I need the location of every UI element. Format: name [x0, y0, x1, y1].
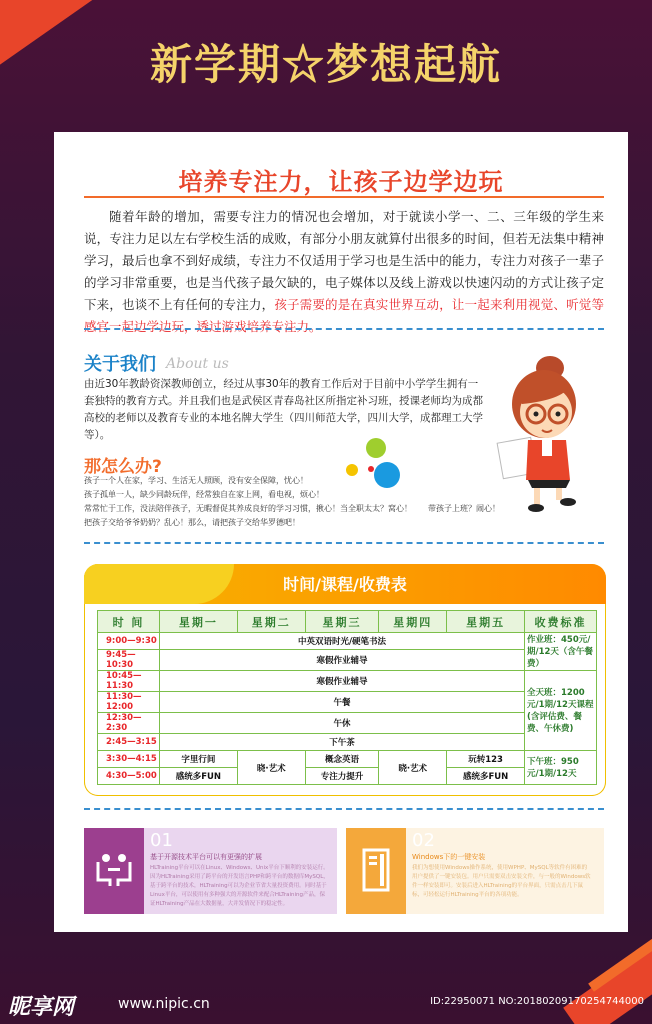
feature-box-2: [346, 828, 604, 914]
course-cell: 午休: [160, 713, 525, 734]
time-cell: 11:30—12:00: [98, 692, 160, 713]
time-cell: 2:45—3:15: [98, 734, 160, 751]
time-cell: 9:45—10:30: [98, 650, 160, 671]
fee-cell: 作业班：450元/期/12天（含午餐费）: [525, 633, 597, 671]
about-subtitle: About us: [166, 356, 229, 372]
schedule-body: [84, 604, 606, 796]
table-row: [98, 692, 597, 713]
schedule-header: [84, 564, 606, 604]
course-cell: 晓·艺术: [237, 751, 305, 785]
girl-illustration: [492, 356, 602, 516]
what-text: [84, 474, 554, 530]
meeting-icon: [84, 828, 144, 914]
box-subtitle: Windows下的一键安装: [412, 853, 486, 861]
table-row: [98, 751, 597, 768]
watermark-url: www.nipic.cn: [118, 996, 210, 1012]
what-line: 常常忙于工作，没法陪伴孩子，无暇督促其养成良好的学习习惯，揪心！当全职太太？窝心！ 带孩子上班？闹心！: [84, 504, 500, 513]
column-header: 星期二: [237, 611, 305, 633]
headline: 新学期☆梦想起航: [149, 40, 502, 89]
intro-paragraph: [84, 206, 604, 338]
what-line: 孩子孤单一人，缺少同龄玩伴，经常独自在家上网，看电视，烦心！: [84, 490, 324, 499]
feature-box-1: [84, 828, 337, 914]
fee-cell: 下午班：950元/1期/12天: [525, 751, 597, 785]
course-cell: 字里行间: [160, 751, 238, 768]
what-line: 孩子一个人在家，学习、生活无人照顾，没有安全保障，忧心！: [84, 476, 308, 485]
time-cell: 3:30—4:15: [98, 751, 160, 768]
divider: [84, 196, 604, 198]
box-number: 01: [150, 830, 173, 851]
course-cell: 感统多FUN: [160, 768, 238, 785]
box-text: 我们为想使用Windows操作系统，使用WPHP、MySQL等软件有困难的用户提供了一键安装包。用户只需要双击安装文件，与一般的Windows软件一样安装即可。安装后进入HLTraining的平台界面，只需点击几下鼠标，可轻松运行HLTraining平台的各项功能。: [412, 865, 591, 898]
fee-cell: 全天班：1200元/1期/12天课程(含评估费、餐费、午休费): [525, 671, 597, 751]
watermark-logo: 昵享网: [8, 995, 75, 1020]
time-cell: 4:30—5:00: [98, 768, 160, 785]
box-subtitle: 基于开源技术平台可以有更强的扩展: [150, 853, 262, 861]
table-row: [98, 713, 597, 734]
time-cell: 12:30—2:30: [98, 713, 160, 734]
box-text: HLTraining平台可以在Linux、Windows、Unix平台下顺利的安装运行。因为HLTraining采用了跨平台的开发语言PHP和跨平台的数据库MySQL，基于跨平台的技术，HLTraining可以为企业节省大量投资费用。同时基于Linux平台，可以使用有多种强大的开源软件来配合HLTraining产品，保证HLTraining产品在大数据量，大并发情况下的稳定性。: [150, 865, 329, 907]
column-header: 时 间: [98, 611, 160, 633]
what-title: 那怎么办?: [84, 457, 162, 477]
decor-dot: [346, 464, 358, 476]
course-cell: 专注力提升: [305, 768, 378, 785]
course-cell: 概念英语: [305, 751, 378, 768]
table-row: [98, 671, 597, 692]
dashed-divider: [84, 328, 604, 330]
intro-highlight: 孩子需要的是在真实世界互动，让一起来利用视觉、听觉等感官一起边学边玩，透过游戏培养专注力。: [84, 297, 604, 334]
course-cell: 寒假作业辅导: [160, 671, 525, 692]
table-row: [98, 650, 597, 671]
box-number: 02: [412, 830, 435, 851]
decor-dot: [366, 438, 386, 458]
decor-dot: [368, 466, 374, 472]
dashed-divider: [84, 808, 604, 810]
column-header: 星期三: [305, 611, 378, 633]
column-header: 收费标准: [525, 611, 597, 633]
course-cell: 玩转123: [447, 751, 525, 768]
content-card: [54, 132, 628, 932]
dashed-divider: [84, 542, 604, 544]
schedule-table: [97, 610, 597, 785]
time-cell: 10:45—11:30: [98, 671, 160, 692]
schedule-panel: [84, 564, 606, 796]
table-row: [98, 633, 597, 650]
course-cell: 下午茶: [160, 734, 525, 751]
course-cell: 中英双语时光/硬笔书法: [160, 633, 525, 650]
time-cell: 9:00—9:30: [98, 633, 160, 650]
server-icon: [346, 828, 406, 914]
table-row: [98, 734, 597, 751]
column-header: 星期四: [379, 611, 447, 633]
about-text: 由近30年教龄资深教师创立，经过从事30年的教育工作后对于目前中小学学生拥有一套独特的教育方式。并且我们也是武侯区青春岛社区所指定补习班，授课老师均为成都高校的老师以及教育专业的本地名牌大学生（四川师范大学，四川大学，成都理工大学等）。: [84, 378, 483, 441]
what-line: 把孩子交给爷爷奶奶？乱心！那么，请把孩子交给华罗德吧！: [84, 518, 300, 527]
column-header: 星期一: [160, 611, 238, 633]
intro-text: 随着年龄的增加，需要专注力的情况也会增加，对于就读小学一、二、三年级的学生来说，专注力足以左右学校生活的成败，有部分小朋友就算付出很多的时间，但若无法集中精神学习，最后也拿不到好成绩，专注力不仅适用于学习也是生活中的能力，专注力对孩子一辈子的学习非常重要，也是当代孩子最欠缺的，电子媒体以及线上游戏以快速闪动的方式让孩子定下来，也谈不上有任何的专注力，: [84, 209, 604, 312]
decor-dot: [374, 462, 400, 488]
schedule-title: 时间/课程/收费表: [283, 575, 407, 594]
course-cell: 寒假作业辅导: [160, 650, 525, 671]
column-header: 星期五: [447, 611, 525, 633]
table-header-row: [98, 611, 597, 633]
course-cell: 感统多FUN: [447, 768, 525, 785]
watermark-id: ID:22950071 NO:20180209170254744000: [430, 996, 644, 1007]
course-cell: 晓·艺术: [379, 751, 447, 785]
about-title: 关于我们: [84, 354, 156, 375]
table-row: [98, 768, 597, 785]
section-title: 培养专注力，让孩子边学边玩: [178, 168, 504, 196]
course-cell: 午餐: [160, 692, 525, 713]
